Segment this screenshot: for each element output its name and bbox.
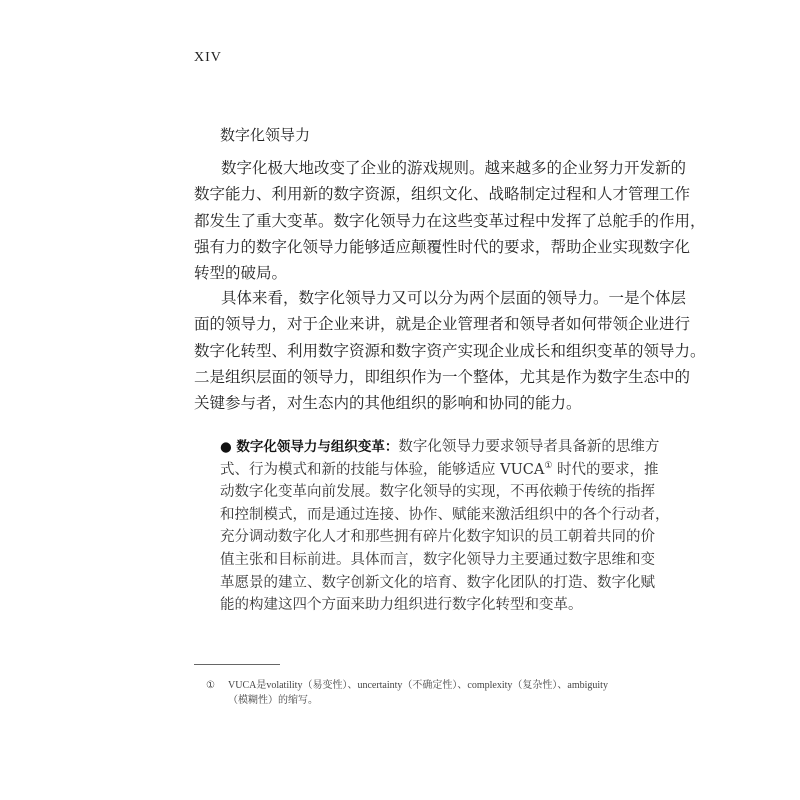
section-heading: 数字化领导力 xyxy=(220,126,311,144)
footnote-divider xyxy=(194,664,280,665)
text-line: 动数字化变革向前发展。数字化领导的实现，不再依赖于传统的指挥 xyxy=(220,484,655,501)
footnote-ref[interactable]: ① xyxy=(544,460,553,471)
text-line: 具体来看，数字化领导力又可以分为两个层面的领导力。一是个体层 xyxy=(221,289,687,307)
text-line: 数字化转型、利用数字资源和数字资产实现企业成长和组织变革的领导力。 xyxy=(194,341,706,360)
footnote xyxy=(206,678,611,708)
text-line xyxy=(220,436,660,459)
text-run: 时代的要求，推 xyxy=(552,461,659,478)
text-line: 二是组织层面的领导力，即组织作为一个整体，尤其是作为数字生态中的 xyxy=(194,367,691,386)
text-line xyxy=(220,459,659,482)
text-line: 革愿景的建立、数字创新文化的培育、数字化团队的打造、数字化赋 xyxy=(220,574,655,591)
text-line: 强有力的数字化领导力能够适应颠覆性时代的要求，帮助企业实现数字化 xyxy=(194,237,691,256)
paragraph-1 xyxy=(194,155,706,286)
page-number: XIV xyxy=(194,50,222,65)
footnote-number: ① xyxy=(206,680,215,691)
text-line: 充分调动数字化人才和那些拥有碎片化数字知识的员工朝着共同的价 xyxy=(220,529,655,546)
text-line: 值主张和目标前进。具体而言，数字化领导力主要通过数字思维和变 xyxy=(220,551,655,568)
footnote-text: VUCA是volatility（易变性）、uncertainty（不确定性）、complexity（复杂性）、ambiguity xyxy=(228,680,608,691)
bullet-icon: ● xyxy=(220,439,232,455)
text-line: 能的构建这四个方面来助力组织进行数字化转型和变革。 xyxy=(220,597,583,614)
text-line: 数字化极大地改变了企业的游戏规则。越来越多的企业努力开发新的 xyxy=(221,159,687,177)
bullet-lead: 数字化领导力与组织变革： xyxy=(236,439,399,455)
text-line: 转型的破局。 xyxy=(194,264,288,283)
footnote-text: （模糊性）的缩写。 xyxy=(228,695,318,706)
bullet-paragraph xyxy=(220,436,670,617)
text-line: 都发生了重大变革。数字化领导力在这些变革过程中发挥了总舵手的作用， xyxy=(194,211,706,230)
text-run: 数字化领导力要求领导者具备新的思维方 xyxy=(398,439,660,455)
text-line: 和控制模式，而是通过连接、协作、赋能来激活组织中的各个行动者， xyxy=(220,506,670,523)
text-line: 面的领导力，对于企业来讲，就是企业管理者和领导者如何带领企业进行 xyxy=(194,315,691,334)
text-line: 数字能力、利用新的数字资源，组织文化、战略制定过程和人才管理工作 xyxy=(194,185,691,204)
text-run: 式、行为模式和新的技能与体验，能够适应 VUCA xyxy=(220,461,545,478)
text-line: 关键参与者，对生态内的其他组织的影响和协同的能力。 xyxy=(194,394,582,413)
paragraph-2 xyxy=(194,285,706,416)
